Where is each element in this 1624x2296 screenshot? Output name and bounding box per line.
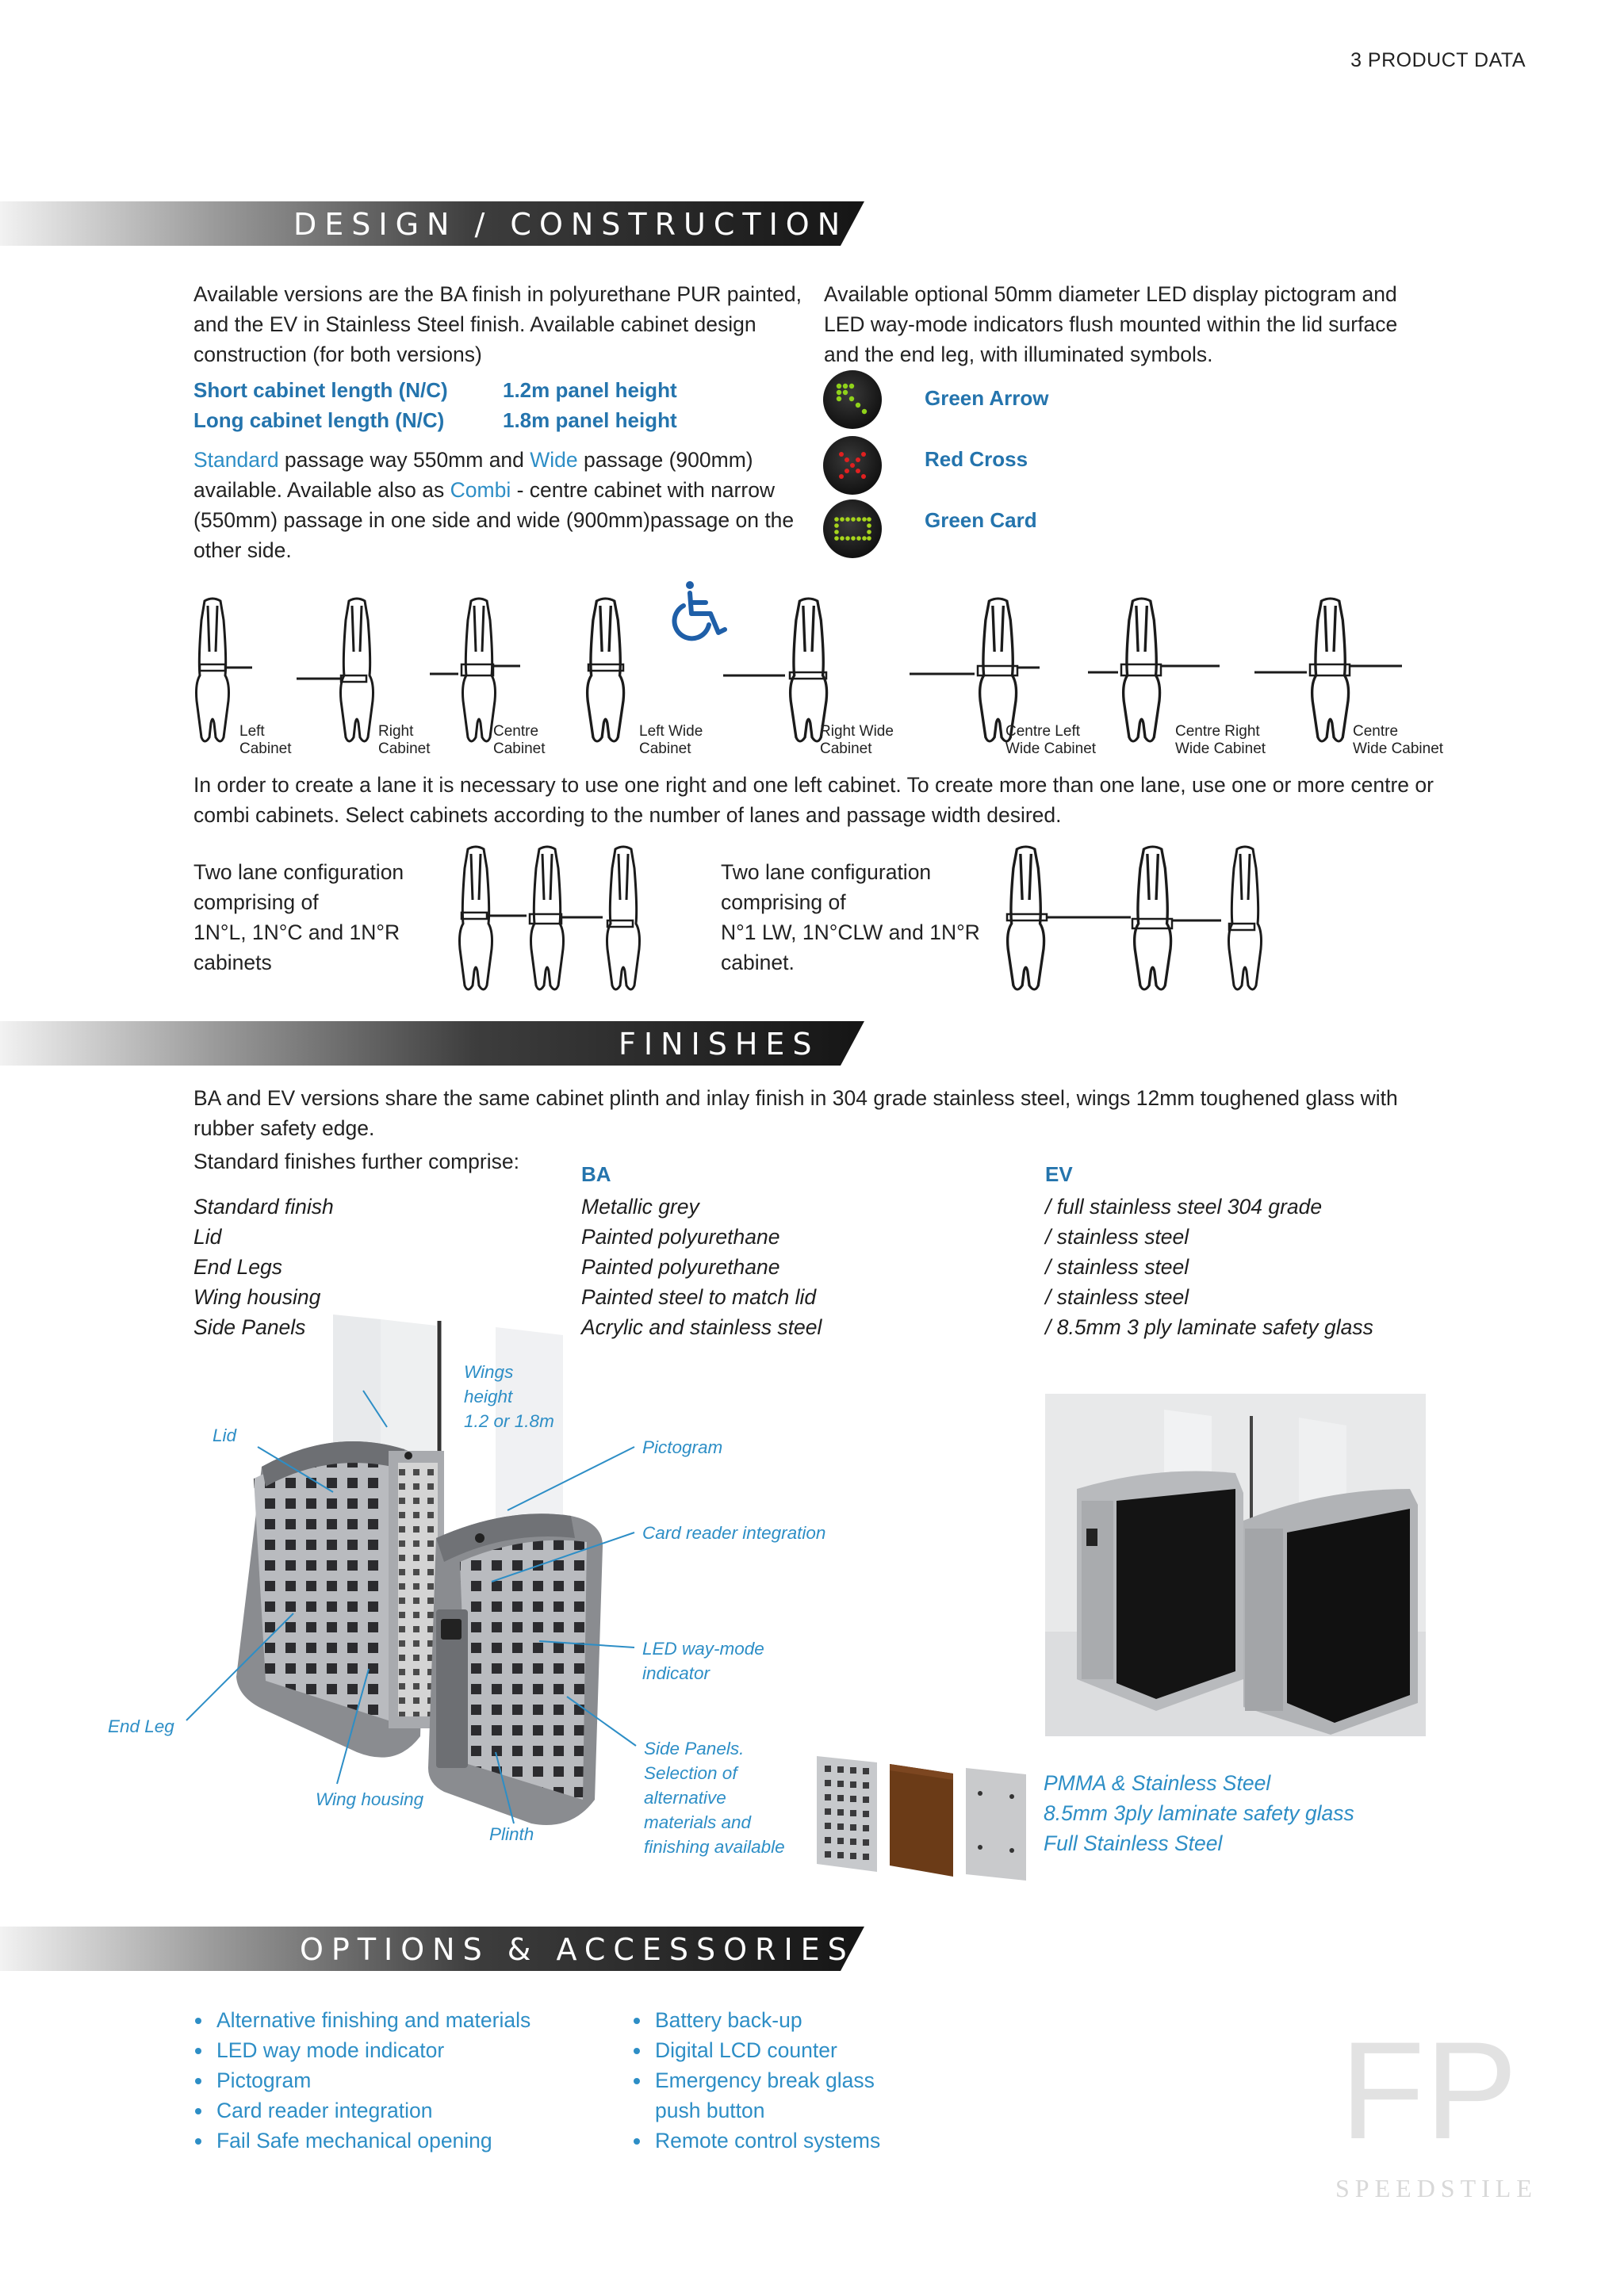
finish-ba-value: Metallic grey: [581, 1195, 699, 1219]
option-label: Digital LCD counter: [655, 2038, 837, 2062]
cabinet-caption-centre: [493, 723, 546, 758]
callout-wings-height: [464, 1360, 554, 1433]
passage-text: [193, 445, 828, 565]
brand-logo: FP: [1340, 2014, 1518, 2168]
passage-text-part: - centre cabinet with narrow: [511, 478, 776, 502]
caption-line: Centre Left: [1005, 723, 1080, 740]
cabinet-caption-right-wide: [820, 723, 894, 758]
section-title-design: DESIGN / CONSTRUCTION: [293, 207, 848, 242]
ev-material: 8.5mm 3ply laminate safety glass: [1044, 1801, 1354, 1825]
callout-line: materials and: [644, 1812, 752, 1832]
cabinet-left-wide-diagram: [579, 596, 642, 755]
caption-line: Wide Cabinet: [1353, 740, 1444, 757]
ev-materials-list: [1044, 1768, 1354, 1858]
config-one-diagram: [444, 844, 714, 1003]
bullet-icon: [634, 2078, 640, 2084]
caption-line: Cabinet: [239, 740, 292, 757]
config-line: cabinet.: [721, 951, 795, 974]
caption-line: Cabinet: [820, 740, 872, 757]
spec-row: [193, 408, 444, 433]
finish-ba-value: Painted polyurethane: [581, 1225, 780, 1249]
finish-ev-value: / stainless steel: [1045, 1225, 1189, 1249]
passage-text-part: passage way 550mm and: [278, 448, 530, 472]
passage-text-line: (550mm) passage in one side and wide (900mm)passage on the: [193, 508, 795, 532]
callout-line: Side Panels.: [644, 1739, 745, 1758]
caption-line: Wide Cabinet: [1175, 740, 1266, 757]
option-label: Emergency break glass: [655, 2068, 875, 2092]
bullet-icon: [195, 2138, 201, 2145]
green-card-icon: [822, 498, 883, 560]
ev-turnstile-render: [1045, 1394, 1426, 1736]
caption-line: Left: [239, 723, 265, 740]
design-intro: [193, 279, 828, 369]
caption-line: Centre: [1353, 723, 1399, 740]
config-two-text: [721, 857, 1006, 978]
spec-name: Short cabinet length (N/C): [193, 378, 448, 402]
option-item: [193, 2005, 530, 2035]
option-label: Battery back-up: [655, 2008, 802, 2032]
section-band-options: [0, 1927, 872, 1971]
option-item: [193, 2035, 530, 2065]
indicator-label-red-cross: Red Cross: [925, 447, 1028, 471]
config-line: 1N°L, 1N°C and 1N°R: [193, 920, 400, 944]
cabinet-caption-left-wide: [639, 723, 703, 758]
finishes-intro: [193, 1083, 1542, 1143]
combi-word: Combi: [450, 478, 511, 502]
passage-text-part: available. Available also as: [193, 478, 450, 502]
indicator-label-green-card: Green Card: [925, 508, 1037, 532]
design-intro-line: construction (for both versions): [193, 342, 482, 366]
ev-material: PMMA & Stainless Steel: [1044, 1771, 1271, 1795]
option-label: Card reader integration: [216, 2099, 433, 2122]
cabinet-caption-right: [378, 723, 431, 758]
spec-value: 1.2m panel height: [503, 378, 677, 402]
callout-led-way-mode: [642, 1636, 764, 1686]
green-arrow-icon: [822, 369, 883, 430]
column-header-ev: EV: [1045, 1162, 1073, 1186]
callout-pictogram: Pictogram: [642, 1437, 723, 1457]
options-list-left: [193, 2005, 530, 2156]
cabinet-caption-centre-wide: [1353, 723, 1443, 758]
finish-ev-value: / full stainless steel 304 grade: [1045, 1195, 1323, 1219]
config-line: N°1 LW, 1N°CLW and 1N°R: [721, 920, 980, 944]
perforated-panel-swatch: [817, 1756, 877, 1872]
option-label: LED way mode indicator: [216, 2038, 445, 2062]
option-item: [193, 2065, 530, 2095]
options-list-right: [632, 2005, 880, 2156]
cabinet-right-diagram: [293, 596, 381, 755]
bullet-icon: [634, 2138, 640, 2145]
finish-ev-value: / stainless steel: [1045, 1285, 1189, 1309]
steel-panel-swatch: [966, 1768, 1026, 1881]
finish-ba-value: Painted polyurethane: [581, 1255, 780, 1279]
finish-ev-value: / stainless steel: [1045, 1255, 1189, 1279]
ev-material: Full Stainless Steel: [1044, 1831, 1223, 1855]
caption-line: Wide Cabinet: [1005, 740, 1097, 757]
caption-line: Centre: [493, 723, 539, 740]
led-intro-line: LED way-mode indicators flush mounted within the lid surface: [824, 312, 1398, 336]
finish-ev-column: [1045, 1192, 1373, 1342]
standard-word: Standard: [193, 448, 279, 472]
bullet-icon: [195, 2108, 201, 2114]
option-label: Pictogram: [216, 2068, 312, 2092]
bullet-icon: [195, 2018, 201, 2024]
lane-line: combi cabinets. Select cabinets according to the number of lanes and passage width desired.: [193, 803, 1062, 827]
caption-line: Centre Right: [1175, 723, 1260, 740]
section-band-finishes: [0, 1021, 872, 1066]
bullet-icon: [195, 2048, 201, 2054]
callout-line: finishing available: [644, 1837, 785, 1857]
cabinet-caption-centre-left-wide: [1005, 723, 1096, 758]
design-intro-line: and the EV in Stainless Steel finish. Available cabinet design: [193, 312, 756, 336]
spec-row: [193, 378, 448, 403]
led-intro: [824, 279, 1474, 369]
finish-item: Wing housing: [193, 1285, 321, 1309]
section-title-finishes: FINISHES: [619, 1027, 820, 1062]
spec-value: 1.8m panel height: [503, 408, 677, 432]
option-label: push button: [655, 2099, 765, 2122]
config-line: comprising of: [193, 890, 319, 914]
caption-line: Cabinet: [378, 740, 431, 757]
config-one-text: [193, 857, 431, 978]
callout-line: 1.2 or 1.8m: [464, 1411, 554, 1431]
led-intro-line: Available optional 50mm diameter LED display pictogram and: [824, 282, 1397, 306]
brand-name: SPEEDSTILE: [1335, 2174, 1538, 2202]
finish-item: Side Panels: [193, 1315, 306, 1339]
config-two-diagram: [991, 844, 1277, 1003]
spec-name: Long cabinet length (N/C): [193, 408, 445, 432]
standard-finishes-line: Standard finishes further comprise:: [193, 1150, 519, 1173]
config-line: comprising of: [721, 890, 846, 914]
callout-line: Wings: [464, 1362, 514, 1382]
config-line: Two lane configuration: [193, 860, 404, 884]
finishes-intro-line: rubber safety edge.: [193, 1116, 375, 1140]
bullet-icon: [634, 2048, 640, 2054]
option-label: Fail Safe mechanical opening: [216, 2129, 492, 2152]
page-header-label: 3 PRODUCT DATA: [1350, 49, 1526, 71]
callout-line: indicator: [642, 1663, 710, 1683]
callout-wing-housing: Wing housing: [316, 1789, 424, 1809]
finishes-intro-line: BA and EV versions share the same cabinet plinth and inlay finish in 304 grade stainless steel, wings 12mm toughened glass with: [193, 1086, 1398, 1110]
bullet-icon: [195, 2078, 201, 2084]
option-label: Alternative finishing and materials: [216, 2008, 531, 2032]
column-header-ba: BA: [581, 1162, 611, 1186]
config-line: Two lane configuration: [721, 860, 932, 884]
finish-ev-value: / 8.5mm 3 ply laminate safety glass: [1045, 1315, 1373, 1339]
cabinet-caption-centre-right-wide: [1175, 723, 1266, 758]
design-intro-line: Available versions are the BA finish in polyurethane PUR painted,: [193, 282, 802, 306]
caption-line: Cabinet: [639, 740, 691, 757]
caption-line: Right: [378, 723, 414, 740]
red-cross-icon: [822, 434, 883, 496]
indicator-label-green-arrow: Green Arrow: [925, 386, 1049, 410]
bullet-icon: [634, 2018, 640, 2024]
option-item: [193, 2095, 530, 2126]
option-item: [632, 2065, 880, 2095]
lane-line: In order to create a lane it is necessary to use one right and one left cabinet. To create more than one lane, use one or more centre or: [193, 773, 1434, 797]
caption-line: Cabinet: [493, 740, 546, 757]
callout-plinth: Plinth: [489, 1824, 534, 1844]
section-title-options: OPTIONS & ACCESSORIES: [300, 1932, 855, 1967]
lane-paragraph: [193, 770, 1542, 830]
finish-item: Standard finish: [193, 1195, 334, 1219]
callout-line: height: [464, 1387, 513, 1406]
option-label: Remote control systems: [655, 2129, 881, 2152]
config-line: cabinets: [193, 951, 272, 974]
option-item: [193, 2126, 530, 2156]
passage-text-line: other side.: [193, 538, 292, 562]
callout-line: Selection of: [644, 1763, 737, 1783]
option-item: [632, 2126, 880, 2156]
callout-card-reader: Card reader integration: [642, 1523, 826, 1543]
led-intro-line: and the end leg, with illuminated symbols.: [824, 342, 1213, 366]
wide-word: Wide: [530, 448, 578, 472]
option-item: [632, 2005, 880, 2035]
cabinet-caption-left: [239, 723, 292, 758]
caption-line: Left Wide: [639, 723, 703, 740]
callout-line: LED way-mode: [642, 1639, 764, 1659]
callout-line: alternative: [644, 1788, 726, 1808]
finish-ba-value: Painted steel to match lid: [581, 1285, 817, 1309]
finish-item: End Legs: [193, 1255, 282, 1279]
callout-end-leg: End Leg: [108, 1716, 174, 1736]
passage-text-part: passage (900mm): [577, 448, 753, 472]
callout-side-panels: [644, 1736, 785, 1859]
caption-line: Right Wide: [820, 723, 894, 740]
section-band-design: [0, 201, 872, 246]
finish-ba-value: Acrylic and stainless steel: [581, 1315, 822, 1339]
callout-lid: Lid: [213, 1425, 237, 1445]
option-item: [632, 2035, 880, 2065]
brown-panel-swatch: [890, 1764, 953, 1877]
finish-item: Lid: [193, 1225, 222, 1249]
option-item: [632, 2095, 880, 2126]
